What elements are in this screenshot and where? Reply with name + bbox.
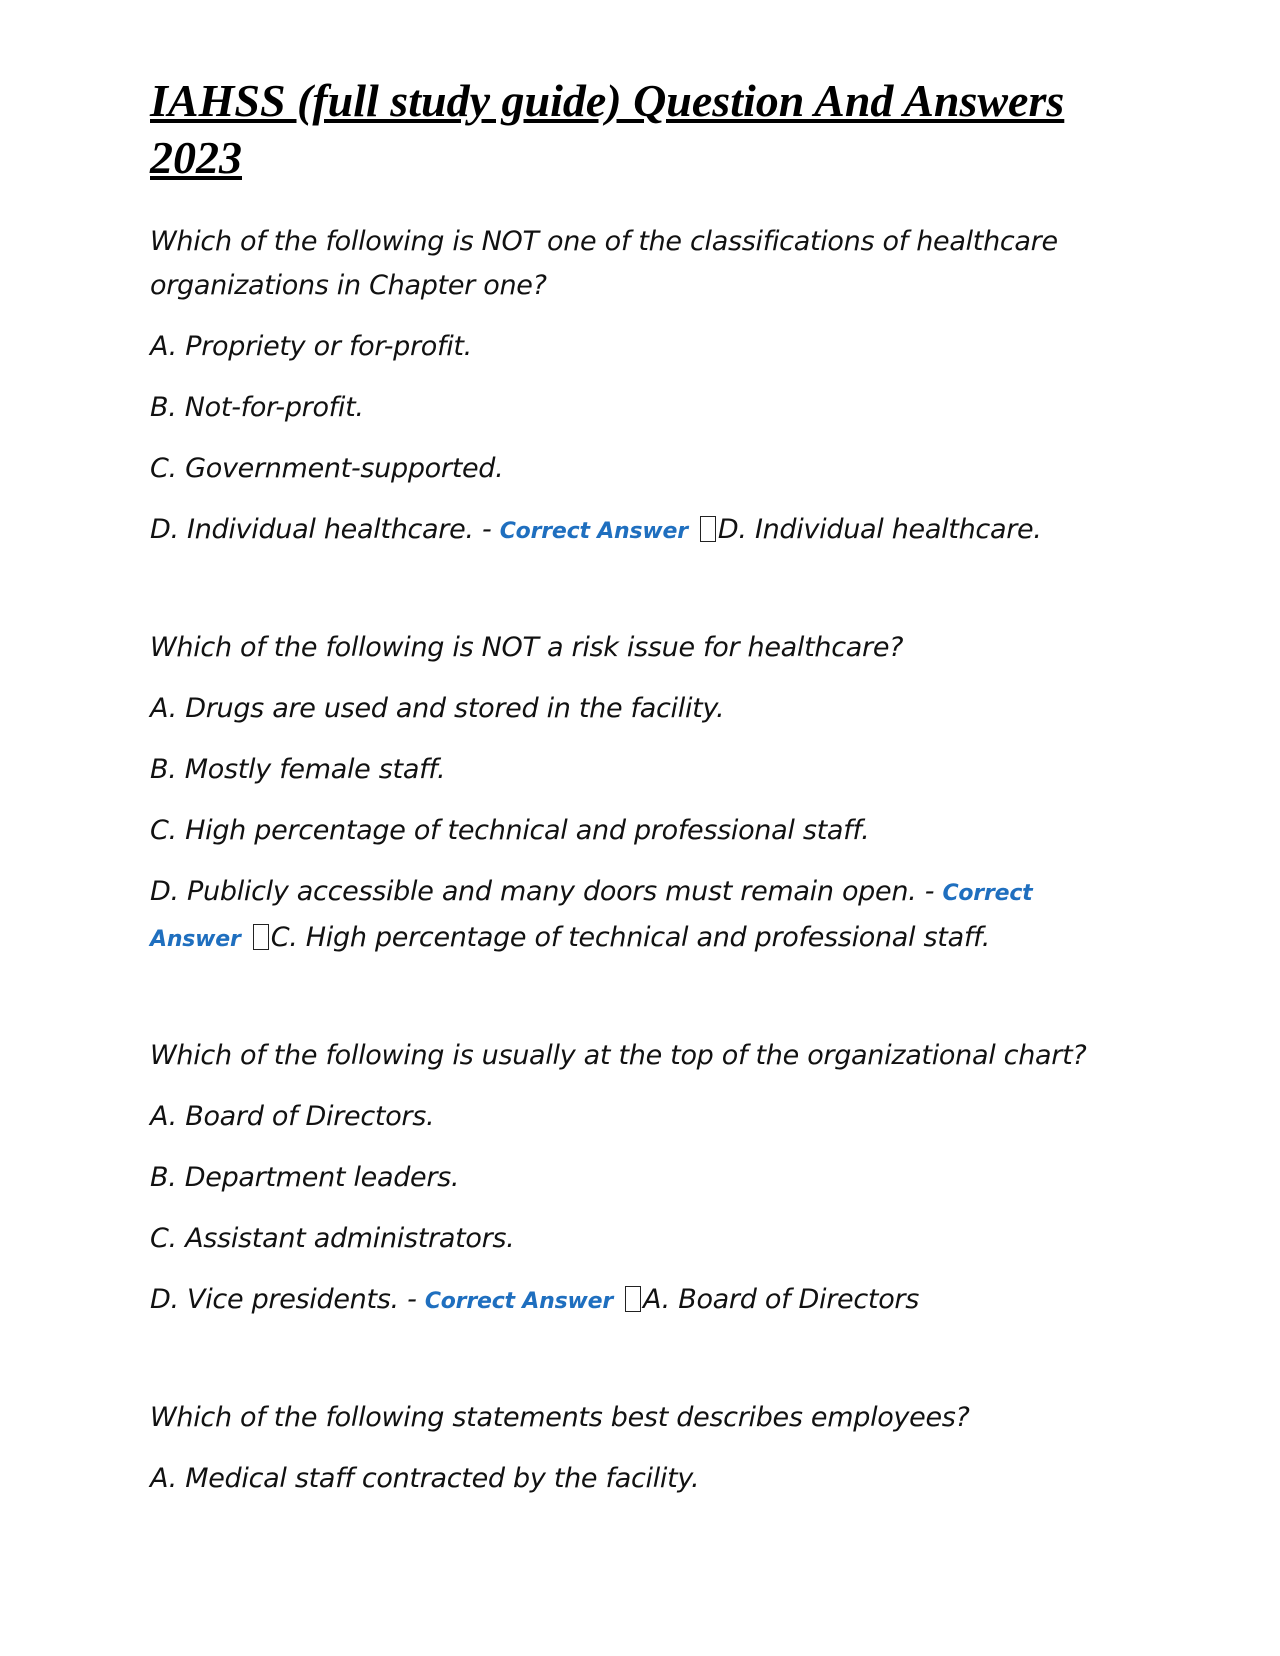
option-b: B. Mostly female staff. [150,754,446,785]
option-d: D. Vice presidents. - [150,1284,417,1315]
answer-marker-icon [253,924,269,950]
correct-answer-label: Correct Answer [424,1289,613,1314]
document-title: IAHSS (full study guide) Question And Answers 2023 [150,75,1065,183]
qa-block [150,220,1130,554]
option-d-with-answer [150,870,1130,962]
option-c: C. Government-supported. [150,453,504,484]
qa-block [150,1034,1130,1324]
option-d-with-answer [150,1278,1130,1324]
correct-answer-label: Correct Answer [150,881,1033,952]
qa-block [150,626,1130,962]
option-d: D. Publicly accessible and many doors must remain open. - [150,876,935,907]
option-b: B. Department leaders. [150,1162,460,1193]
option-d: D. Individual healthcare. - [150,514,492,545]
option-c: C. High percentage of technical and professional staff. [150,815,870,846]
question-text: Which of the following is NOT one of the classifications of healthcare organizations in Chapter one? [150,226,1058,301]
correct-answer-text: C. High percentage of technical and professional staff. [270,922,991,953]
answer-marker-icon [625,1286,641,1312]
option-a: A. Board of Directors. [150,1101,435,1132]
option-c: C. Assistant administrators. [150,1223,515,1254]
qa-block [150,1396,1130,1501]
correct-answer-label: Correct Answer [499,519,688,544]
option-a: A. Drugs are used and stored in the facility. [150,693,725,724]
option-a: A. Medical staff contracted by the facility. [150,1463,700,1494]
option-a: A. Propriety or for-profit. [150,331,472,362]
document-page [150,72,1130,1518]
correct-answer-text: A. Board of Directors [643,1284,919,1315]
question-text: Which of the following statements best describes employees? [150,1402,970,1433]
correct-answer-text: D. Individual healthcare. [717,514,1042,545]
answer-marker-icon [700,516,716,542]
question-text: Which of the following is usually at the top of the organizational chart? [150,1040,1087,1071]
question-text: Which of the following is NOT a risk issue for healthcare? [150,632,904,663]
option-b: B. Not-for-profit. [150,392,364,423]
option-d-with-answer [150,508,1130,554]
